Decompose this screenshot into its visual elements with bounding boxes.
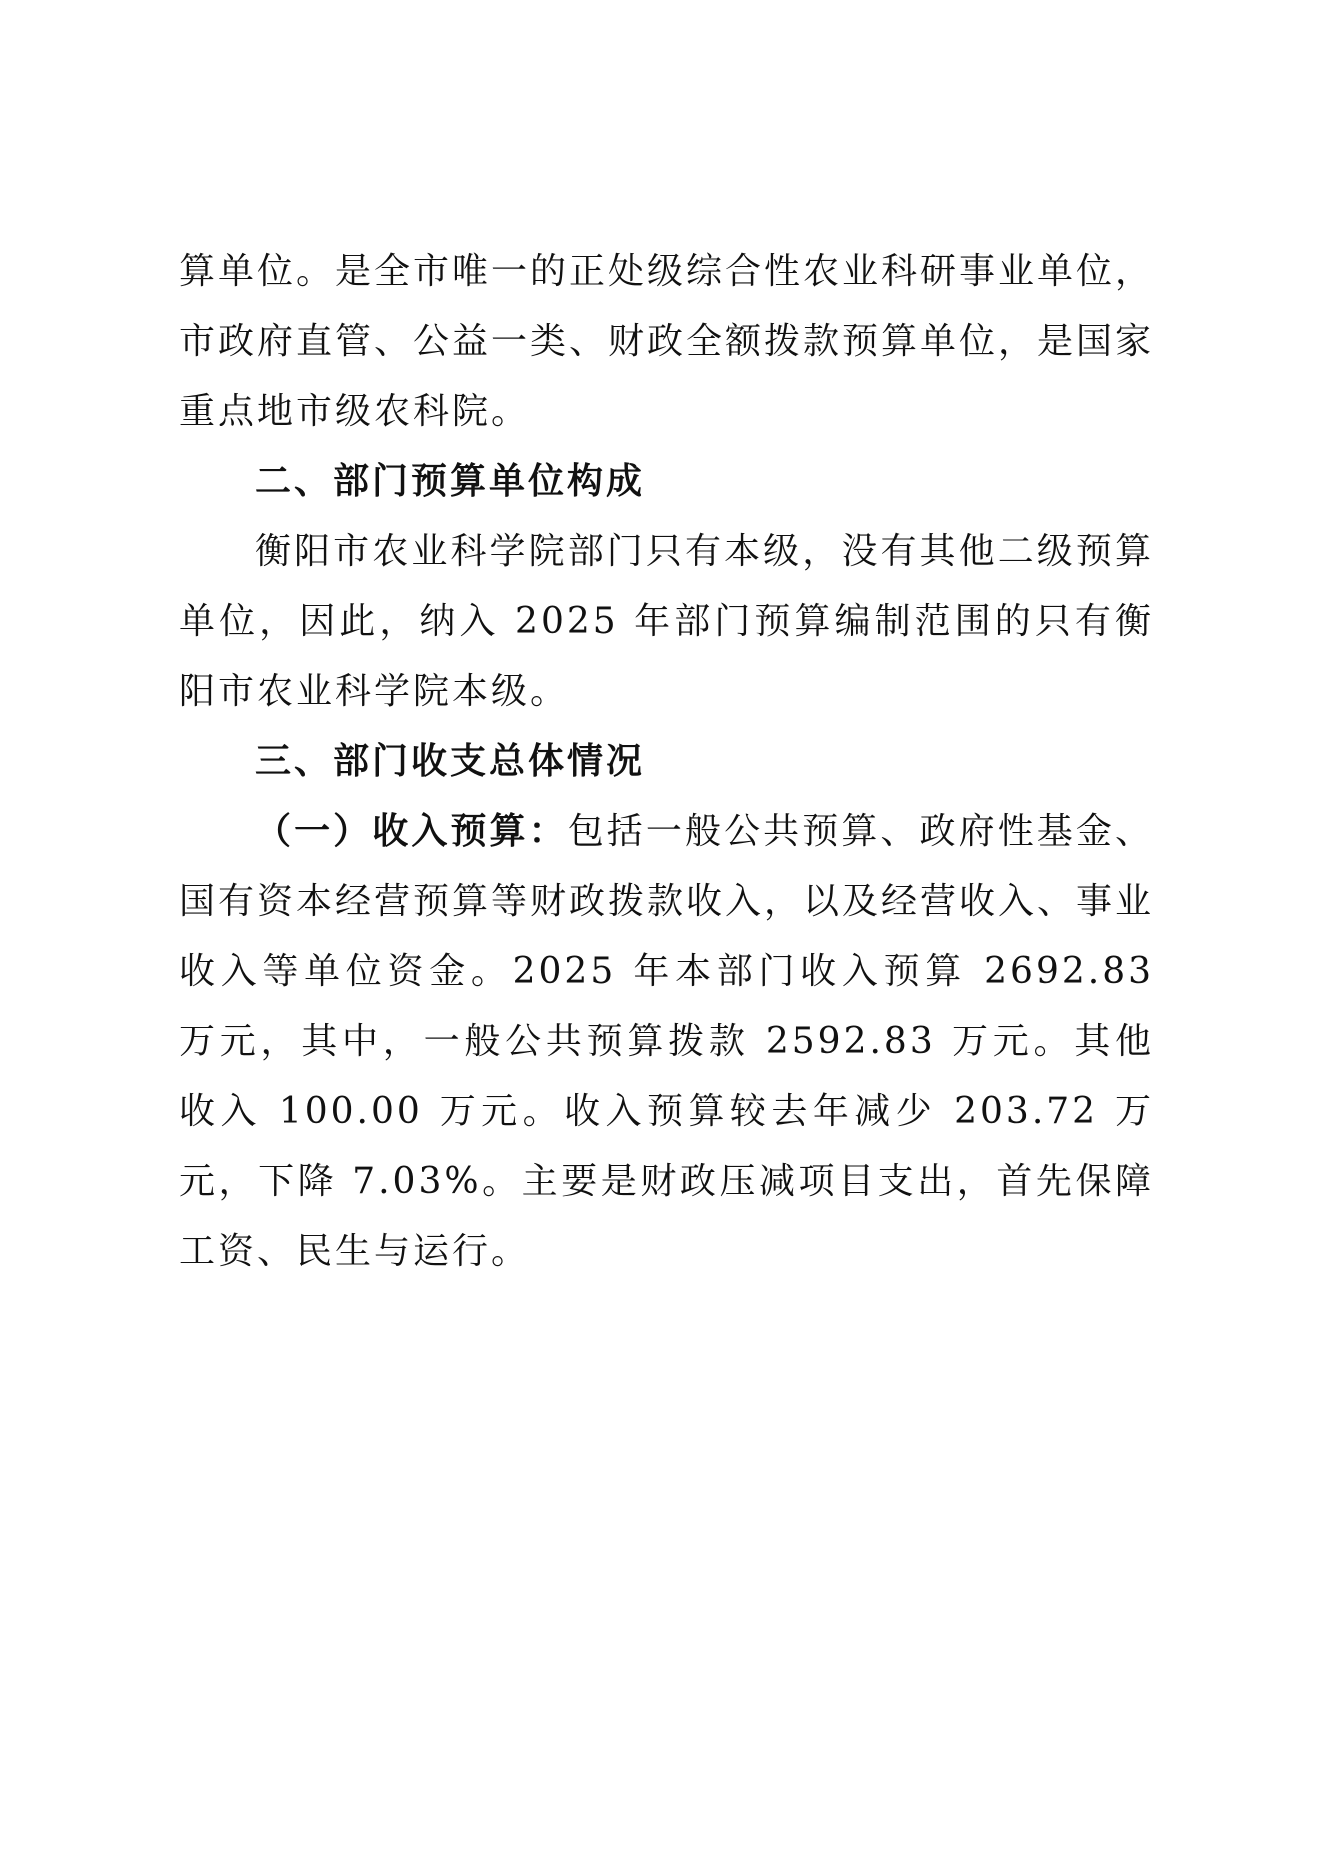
revenue-budget-text: 包括一般公共预算、政府性基金、国有资本经营预算等财政拨款收入，以及经营收入、事业收入等单位资金。2025 年本部门收入预算 2692.83 万元，其中，一般公共预算拨款 2592.83 万元。其他收入 100.00 万元。收入预算较去年减少 203.72 万元，下降 7.03%。主要是财政压减项目支出，首先保障工资、民生与运行。 bbox=[179, 811, 1155, 1272]
section-heading-budget-units: 二、部门预算单位构成 bbox=[255, 461, 646, 502]
document-body bbox=[179, 237, 1154, 1287]
section-heading-overall-revenue-expenditure: 三、部门收支总体情况 bbox=[255, 741, 646, 782]
paragraph-unit-description: 算单位。是全市唯一的正处级综合性农业科研事业单位，市政府直管、公益一类、财政全额拨款预算单位，是国家重点地市级农科院。 bbox=[179, 251, 1155, 432]
paragraph-budget-units: 衡阳市农业科学院部门只有本级，没有其他二级预算单位，因此，纳入 2025 年部门预算编制范围的只有衡阳市农业科学院本级。 bbox=[179, 531, 1154, 712]
paragraph-revenue-budget bbox=[179, 797, 1154, 1287]
subsection-label-revenue-budget: （一）收入预算： bbox=[255, 811, 568, 852]
